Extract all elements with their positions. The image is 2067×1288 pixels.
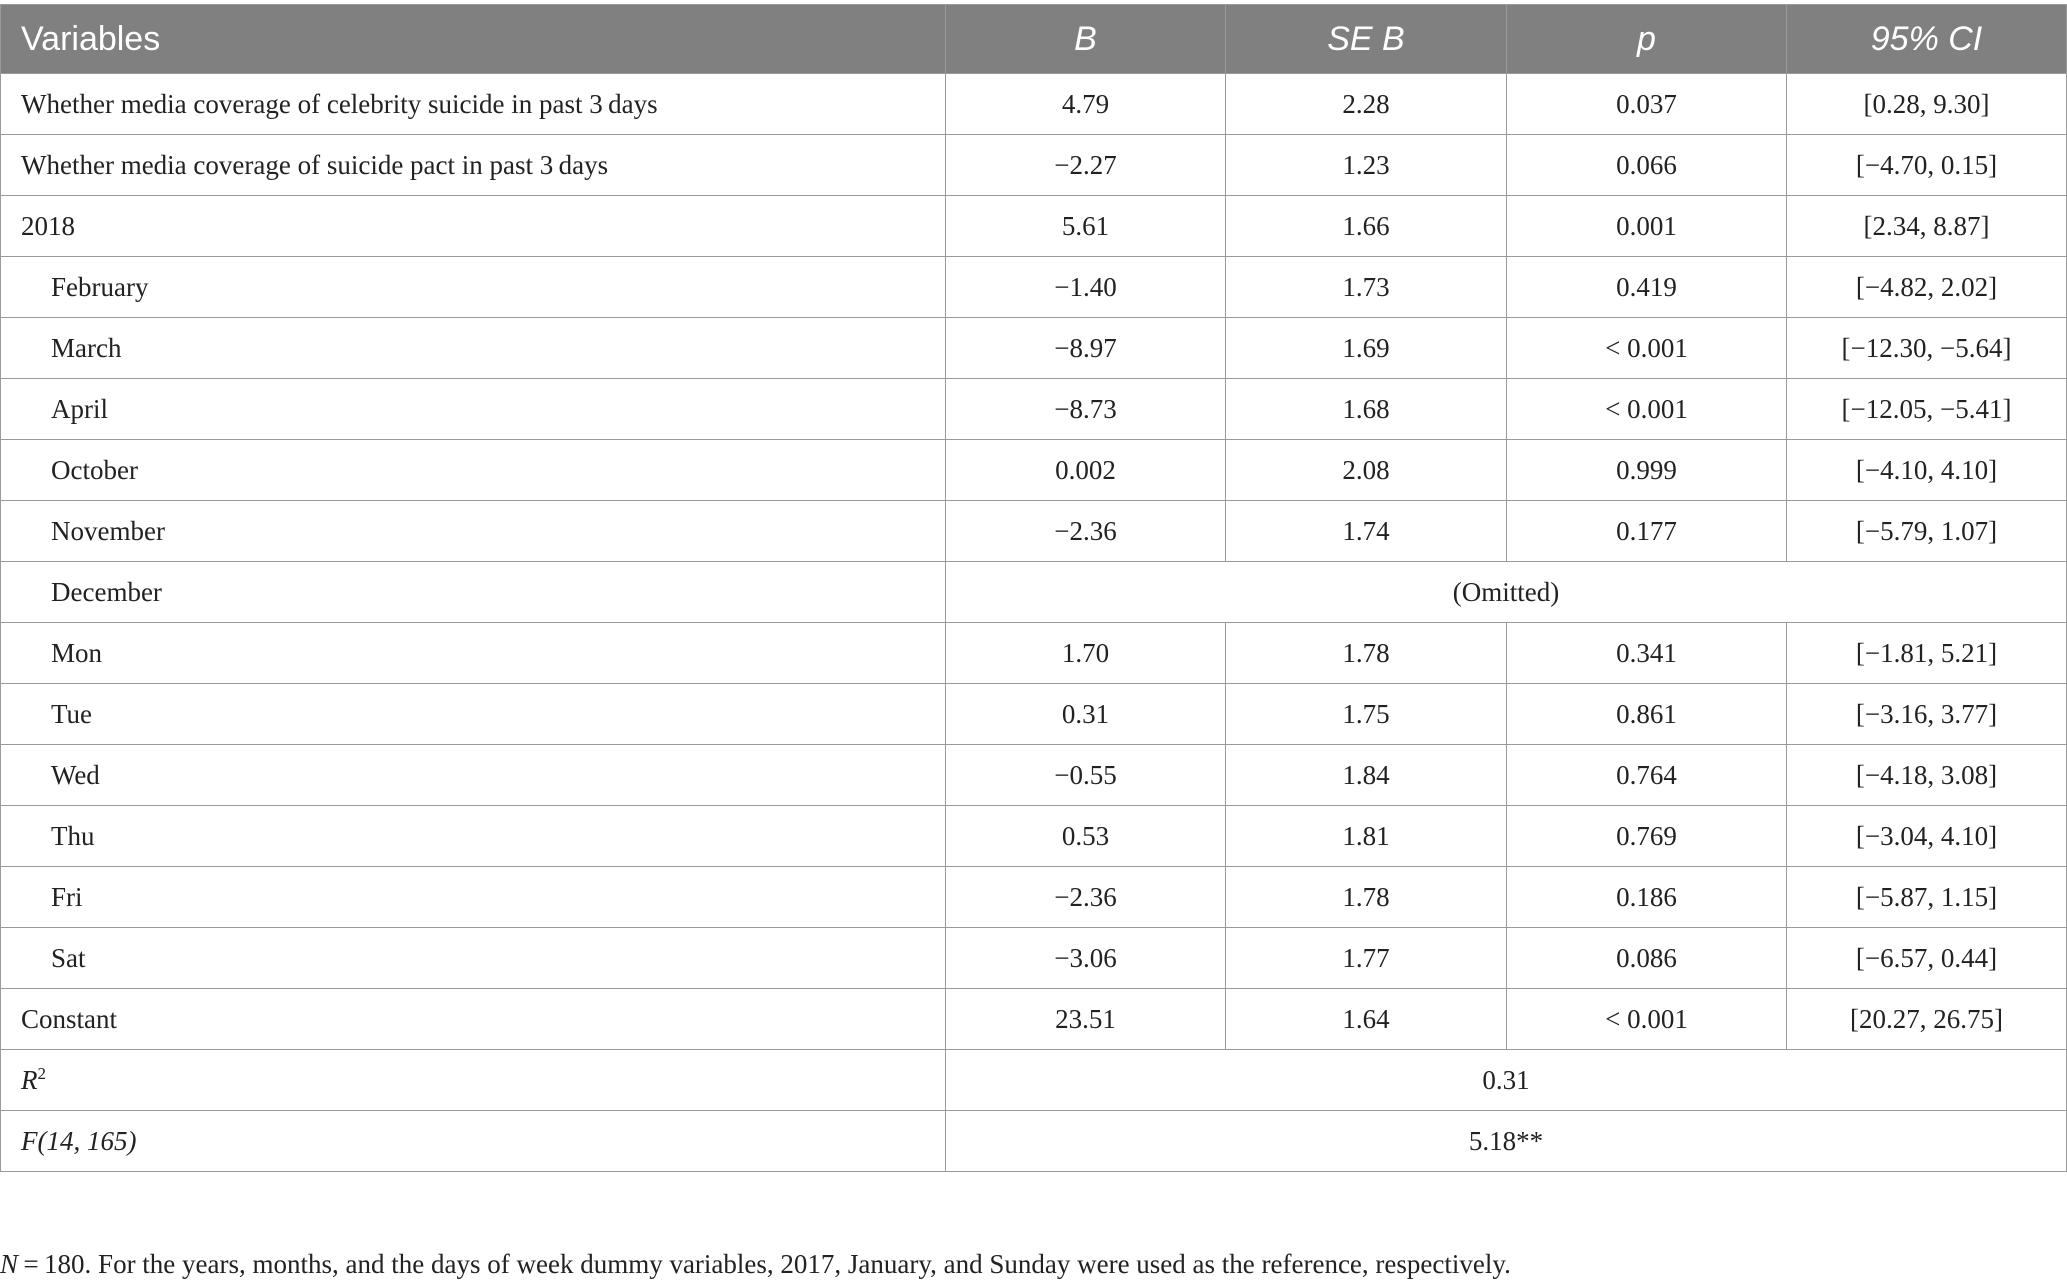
row-label: October [1, 440, 946, 501]
cell-b: −2.36 [946, 867, 1226, 928]
row-label: Wed [1, 745, 946, 806]
cell-b: −2.27 [946, 135, 1226, 196]
row-label: Tue [1, 684, 946, 745]
table-header [1, 5, 2067, 74]
cell-se: 1.73 [1226, 257, 1507, 318]
table-row [1, 440, 2067, 501]
header-variables: Variables [1, 5, 946, 74]
regression-table-container [0, 4, 2067, 1172]
r-squared-label [1, 1050, 946, 1111]
cell-ci: [−1.81, 5.21] [1787, 623, 2067, 684]
cell-se: 1.74 [1226, 501, 1507, 562]
cell-ci: [−12.05, −5.41] [1787, 379, 2067, 440]
r-squared-superscript: 2 [37, 1063, 46, 1083]
row-label: November [1, 501, 946, 562]
table-row [1, 684, 2067, 745]
cell-se: 1.78 [1226, 623, 1507, 684]
row-label: Sat [1, 928, 946, 989]
cell-b: 5.61 [946, 196, 1226, 257]
cell-se: 1.64 [1226, 989, 1507, 1050]
cell-p: 0.999 [1507, 440, 1787, 501]
cell-p: 0.066 [1507, 135, 1787, 196]
cell-ci: [−5.87, 1.15] [1787, 867, 2067, 928]
cell-se: 1.23 [1226, 135, 1507, 196]
cell-p: 0.861 [1507, 684, 1787, 745]
cell-ci: [0.28, 9.30] [1787, 74, 2067, 135]
regression-table [0, 4, 2067, 1172]
r-squared-row [1, 1050, 2067, 1111]
cell-p: 0.086 [1507, 928, 1787, 989]
row-label: 2018 [1, 196, 946, 257]
cell-se: 1.66 [1226, 196, 1507, 257]
table-row [1, 745, 2067, 806]
table-row [1, 928, 2067, 989]
cell-ci: [−5.79, 1.07] [1787, 501, 2067, 562]
f-statistic-value: 5.18** [946, 1111, 2067, 1172]
omitted-cell: (Omitted) [946, 562, 2067, 623]
cell-p: 0.177 [1507, 501, 1787, 562]
table-row [1, 257, 2067, 318]
cell-se: 1.68 [1226, 379, 1507, 440]
cell-b: −2.36 [946, 501, 1226, 562]
footnote-n: N [0, 1249, 19, 1279]
cell-p: 0.419 [1507, 257, 1787, 318]
cell-ci: [−6.57, 0.44] [1787, 928, 2067, 989]
f-statistic-row [1, 1111, 2067, 1172]
cell-se: 2.28 [1226, 74, 1507, 135]
r-squared-symbol: R [21, 1064, 38, 1095]
cell-ci: [−12.30, −5.64] [1787, 318, 2067, 379]
table-row [1, 318, 2067, 379]
cell-p: < 0.001 [1507, 989, 1787, 1050]
cell-p: 0.341 [1507, 623, 1787, 684]
row-label: Mon [1, 623, 946, 684]
cell-se: 2.08 [1226, 440, 1507, 501]
row-label: Fri [1, 867, 946, 928]
cell-b: 1.70 [946, 623, 1226, 684]
row-label: Whether media coverage of celebrity suicide in past 3 days [1, 74, 946, 135]
table-row [1, 135, 2067, 196]
row-label: Thu [1, 806, 946, 867]
cell-ci: [−4.82, 2.02] [1787, 257, 2067, 318]
cell-ci: [−4.70, 0.15] [1787, 135, 2067, 196]
cell-ci: [−4.18, 3.08] [1787, 745, 2067, 806]
table-row [1, 501, 2067, 562]
cell-se: 1.75 [1226, 684, 1507, 745]
table-row [1, 196, 2067, 257]
cell-se: 1.81 [1226, 806, 1507, 867]
table-row [1, 74, 2067, 135]
cell-b: 0.31 [946, 684, 1226, 745]
header-b: B [946, 5, 1226, 74]
cell-b: −8.73 [946, 379, 1226, 440]
cell-ci: [20.27, 26.75] [1787, 989, 2067, 1050]
cell-p: < 0.001 [1507, 379, 1787, 440]
row-label: March [1, 318, 946, 379]
row-label: April [1, 379, 946, 440]
cell-ci: [2.34, 8.87] [1787, 196, 2067, 257]
cell-b: −8.97 [946, 318, 1226, 379]
header-row [1, 5, 2067, 74]
table-row [1, 989, 2067, 1050]
cell-se: 1.77 [1226, 928, 1507, 989]
r-squared-value: 0.31 [946, 1050, 2067, 1111]
cell-p: 0.764 [1507, 745, 1787, 806]
cell-b: −3.06 [946, 928, 1226, 989]
cell-p: 0.769 [1507, 806, 1787, 867]
header-ci: 95% CI [1787, 5, 2067, 74]
cell-b: −0.55 [946, 745, 1226, 806]
table-row [1, 623, 2067, 684]
table-row [1, 562, 2067, 623]
cell-b: 4.79 [946, 74, 1226, 135]
cell-p: 0.037 [1507, 74, 1787, 135]
table-body [1, 74, 2067, 1172]
table-row [1, 379, 2067, 440]
cell-se: 1.78 [1226, 867, 1507, 928]
row-label: Constant [1, 989, 946, 1050]
cell-p: 0.001 [1507, 196, 1787, 257]
cell-ci: [−3.04, 4.10] [1787, 806, 2067, 867]
table-row [1, 867, 2067, 928]
row-label: December [1, 562, 946, 623]
cell-se: 1.69 [1226, 318, 1507, 379]
cell-b: 0.002 [946, 440, 1226, 501]
cell-b: −1.40 [946, 257, 1226, 318]
row-label: Whether media coverage of suicide pact in past 3 days [1, 135, 946, 196]
header-p: p [1507, 5, 1787, 74]
cell-ci: [−4.10, 4.10] [1787, 440, 2067, 501]
cell-b: 23.51 [946, 989, 1226, 1050]
header-se-b: SE B [1226, 5, 1507, 74]
row-label: February [1, 257, 946, 318]
footnote-text: = 180. For the years, months, and the days of week dummy variables, 2017, January, and Sunday were used as the reference, respectively. [18, 1249, 1511, 1279]
f-statistic-label: F(14, 165) [1, 1111, 946, 1172]
table-footnote [0, 1249, 1511, 1280]
table-row [1, 806, 2067, 867]
cell-p: 0.186 [1507, 867, 1787, 928]
cell-b: 0.53 [946, 806, 1226, 867]
cell-se: 1.84 [1226, 745, 1507, 806]
cell-ci: [−3.16, 3.77] [1787, 684, 2067, 745]
cell-p: < 0.001 [1507, 318, 1787, 379]
